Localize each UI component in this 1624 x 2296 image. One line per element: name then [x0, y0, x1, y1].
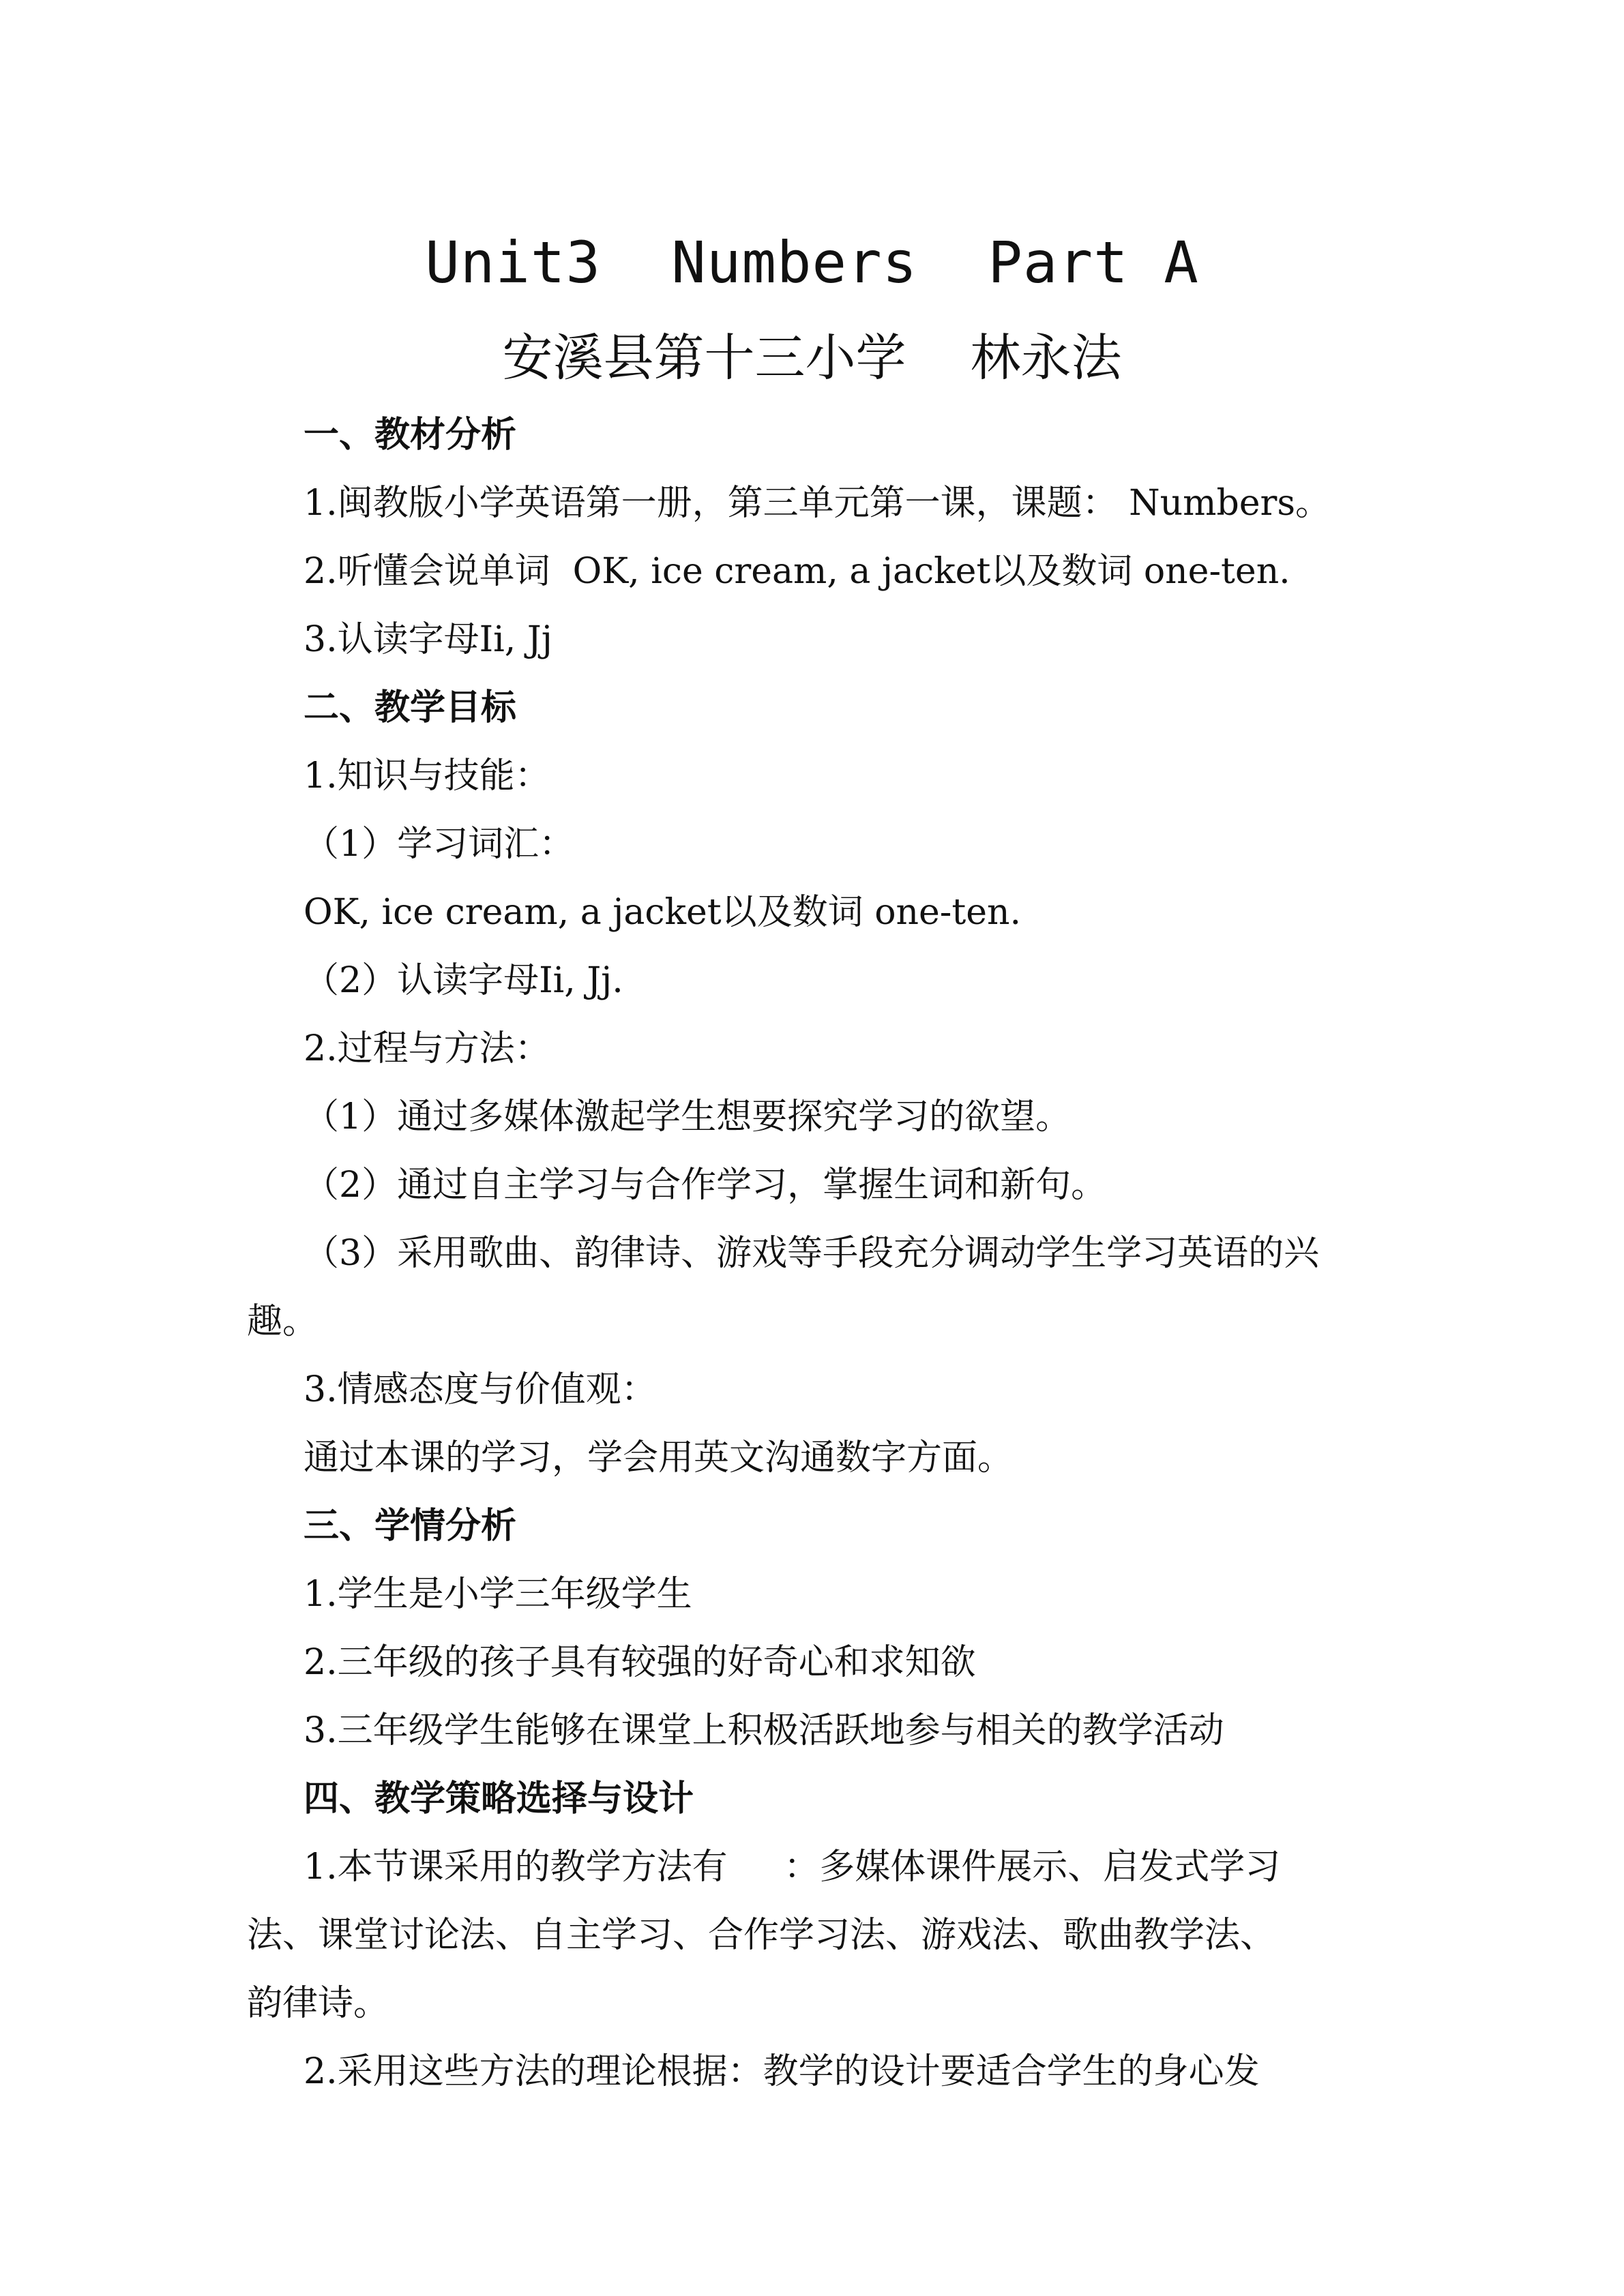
section-heading-1: 一、教材分析 [304, 414, 517, 456]
text-line: 3.情感态度与价值观： [304, 1369, 657, 1410]
section-heading-2: 二、教学目标 [304, 687, 517, 728]
text-line: 2.采用这些方法的理论根据：教学的设计要适合学生的身心发 [304, 2051, 1260, 2092]
text-line: 趣。 [247, 1301, 319, 1342]
text-line: 1.学生是小学三年级学生 [304, 1574, 692, 1615]
text-line: 韵律诗。 [247, 1983, 389, 2024]
text-line: （1）通过多媒体激起学生想要探究学习的欲望。 [304, 1097, 1072, 1137]
text-line: 通过本课的学习，学会用英文沟通数字方面。 [304, 1437, 1014, 1478]
text-line: 2.过程与方法： [304, 1028, 550, 1069]
text-line: 3.认读字母Ii, Jj [304, 619, 552, 660]
author-line: 安溪县第十三小学 林永法 [502, 329, 1122, 387]
section-heading-3: 三、学情分析 [304, 1505, 517, 1547]
text-line: （2）通过自主学习与合作学习，掌握生词和新句。 [304, 1165, 1107, 1206]
text-line: 2.听懂会说单词 OK, ice cream, a jacket以及数词 one-ten. [304, 551, 1290, 592]
text-line: 2.三年级的孩子具有较强的好奇心和求知欲 [304, 1642, 976, 1683]
text-line: （1）学习词汇： [304, 824, 575, 865]
document-title: Unit3 Numbers Part A [425, 229, 1199, 296]
text-line: 1.本节课采用的教学方法有 ：多媒体课件展示、启发式学习 [304, 1847, 1281, 1888]
text-line: 3.三年级学生能够在课堂上积极活跃地参与相关的教学活动 [304, 1710, 1224, 1751]
text-line: OK, ice cream, a jacket以及数词 one-ten. [304, 892, 1022, 933]
section-heading-4: 四、教学策略选择与设计 [304, 1778, 694, 1819]
text-line: 1.知识与技能： [304, 756, 550, 796]
text-line: 法、课堂讨论法、自主学习、合作学习法、游戏法、歌曲教学法、 [247, 1915, 1276, 1956]
text-line: （2）认读字母Ii, Jj. [304, 960, 623, 1001]
text-line: （3）采用歌曲、韵律诗、游戏等手段充分调动学生学习英语的兴 [304, 1233, 1320, 1274]
text-line: 1.闽教版小学英语第一册，第三单元第一课，课题： Numbers。 [304, 483, 1331, 524]
